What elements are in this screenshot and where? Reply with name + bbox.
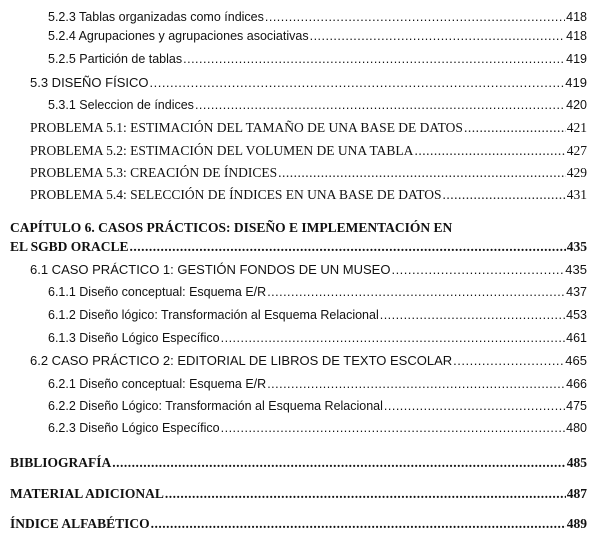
- dot-leader: [414, 143, 565, 159]
- toc-entry-chapter-6: [10, 239, 587, 255]
- toc-entry-title: 5.2.5 Partición de tablas: [48, 52, 183, 66]
- toc-entry-title: BIBLIOGRAFÍA: [10, 455, 112, 470]
- dot-leader: [391, 262, 564, 277]
- toc-entry-5-3: [30, 75, 587, 90]
- toc-chapter-6-heading: CAPÍTULO 6. CASOS PRÁCTICOS: DISEÑO E IMPLEMENTACIÓN EN: [10, 220, 453, 235]
- dot-leader: [165, 486, 566, 502]
- toc-entry-page: 489: [566, 516, 587, 531]
- toc-entry-title: PROBLEMA 5.1: ESTIMACIÓN DEL TAMAÑO DE UNA BASE DE DATOS: [30, 120, 463, 135]
- toc-entry-6-1: [30, 262, 587, 277]
- toc-entry-6-2-2: [48, 399, 587, 413]
- toc-entry-page: 421: [566, 120, 587, 135]
- toc-entry-page: 487: [566, 486, 587, 501]
- toc-entry-bibliografia: [10, 455, 587, 471]
- toc-entry-page: 437: [566, 285, 587, 299]
- toc-entry-title: 6.1.3 Diseño Lógico Específico: [48, 331, 220, 345]
- toc-entry-page: 431: [566, 187, 587, 202]
- dot-leader: [265, 10, 565, 24]
- toc-entry-title: EL SGBD ORACLE: [10, 239, 129, 254]
- toc-entry-title: 6.2 CASO PRÁCTICO 2: EDITORIAL DE LIBROS DE TEXTO ESCOLAR: [30, 353, 453, 368]
- toc-entry-title: 6.2.1 Diseño conceptual: Esquema E/R: [48, 377, 267, 391]
- toc-entry-title: 6.2.3 Diseño Lógico Específico: [48, 421, 220, 435]
- toc-entry-problema-5-2: [30, 143, 587, 159]
- toc-entry-material-adicional: [10, 486, 587, 502]
- dot-leader: [112, 455, 565, 471]
- toc-entry-page: 453: [566, 308, 587, 322]
- dot-leader: [267, 285, 565, 299]
- toc-entry-problema-5-3: [30, 165, 587, 181]
- dot-leader: [278, 165, 566, 181]
- toc-entry-title: 6.1.2 Diseño lógico: Transformación al Esquema Relacional: [48, 308, 379, 322]
- dot-leader: [151, 516, 566, 532]
- toc-entry-6-1-2: [48, 308, 587, 322]
- toc-entry-title: MATERIAL ADICIONAL: [10, 486, 164, 501]
- toc-entry-page: 420: [566, 98, 587, 112]
- dot-leader: [443, 187, 566, 203]
- toc-entry-page: 419: [565, 75, 587, 90]
- toc-entry-page: 435: [566, 239, 587, 254]
- dot-leader: [149, 75, 564, 90]
- toc-entry-indice-alfabetico: [10, 516, 587, 532]
- dot-leader: [130, 239, 566, 255]
- toc-entry-title: 5.3.1 Seleccion de índices: [48, 98, 194, 112]
- toc-entry-6-1-3: [48, 331, 587, 345]
- toc-entry-page: 429: [566, 165, 587, 180]
- toc-entry-6-1-1: [48, 285, 587, 299]
- toc-entry-page: 418: [566, 10, 587, 24]
- toc-entry-title: 6.1.1 Diseño conceptual: Esquema E/R: [48, 285, 267, 299]
- dot-leader: [267, 377, 565, 391]
- dot-leader: [310, 29, 566, 43]
- toc-entry-page: 427: [566, 143, 587, 158]
- toc-entry-title: 5.2.3 Tablas organizadas como índices: [48, 10, 264, 24]
- toc-entry-page: 475: [566, 399, 587, 413]
- toc-entry-title: PROBLEMA 5.2: ESTIMACIÓN DEL VOLUMEN DE UNA TABLA: [30, 143, 414, 158]
- toc-entry-title: ÍNDICE ALFABÉTICO: [10, 516, 150, 531]
- toc-entry-5-2-3: [48, 10, 587, 24]
- dot-leader: [221, 421, 566, 435]
- dot-leader: [195, 98, 565, 112]
- dot-leader: [221, 331, 566, 345]
- toc-entry-page: 419: [566, 52, 587, 66]
- toc-entry-page: 461: [566, 331, 587, 345]
- toc-entry-problema-5-1: [30, 120, 587, 136]
- toc-entry-title: PROBLEMA 5.4: SELECCIÓN DE ÍNDICES EN UNA BASE DE DATOS: [30, 187, 442, 202]
- toc-entry-page: 435: [565, 262, 587, 277]
- toc-entry-title: 6.2.2 Diseño Lógico: Transformación al Esquema Relacional: [48, 399, 383, 413]
- toc-entry-5-2-4: [48, 29, 587, 43]
- toc-entry-page: 465: [565, 353, 587, 368]
- toc-entry-title: PROBLEMA 5.3: CREACIÓN DE ÍNDICES: [30, 165, 278, 180]
- toc-entry-title: 5.2.4 Agrupaciones y agrupaciones asociativas: [48, 29, 309, 43]
- toc-entry-page: 466: [566, 377, 587, 391]
- toc-entry-title: 6.1 CASO PRÁCTICO 1: GESTIÓN FONDOS DE UN MUSEO: [30, 262, 391, 277]
- toc-entry-6-2: [30, 353, 587, 368]
- toc-entry-page: 418: [566, 29, 587, 43]
- toc-entry-title: 5.3 DISEÑO FÍSICO: [30, 75, 149, 90]
- toc-entry-problema-5-4: [30, 187, 587, 203]
- dot-leader: [183, 52, 565, 66]
- toc-entry-5-3-1: [48, 98, 587, 112]
- toc-entry-5-2-5: [48, 52, 587, 66]
- dot-leader: [380, 308, 565, 322]
- toc-entry-page: 485: [566, 455, 587, 470]
- toc-entry-6-2-3: [48, 421, 587, 435]
- toc-entry-page: 480: [566, 421, 587, 435]
- toc-entry-6-2-1: [48, 377, 587, 391]
- dot-leader: [453, 353, 564, 368]
- dot-leader: [384, 399, 565, 413]
- dot-leader: [464, 120, 566, 136]
